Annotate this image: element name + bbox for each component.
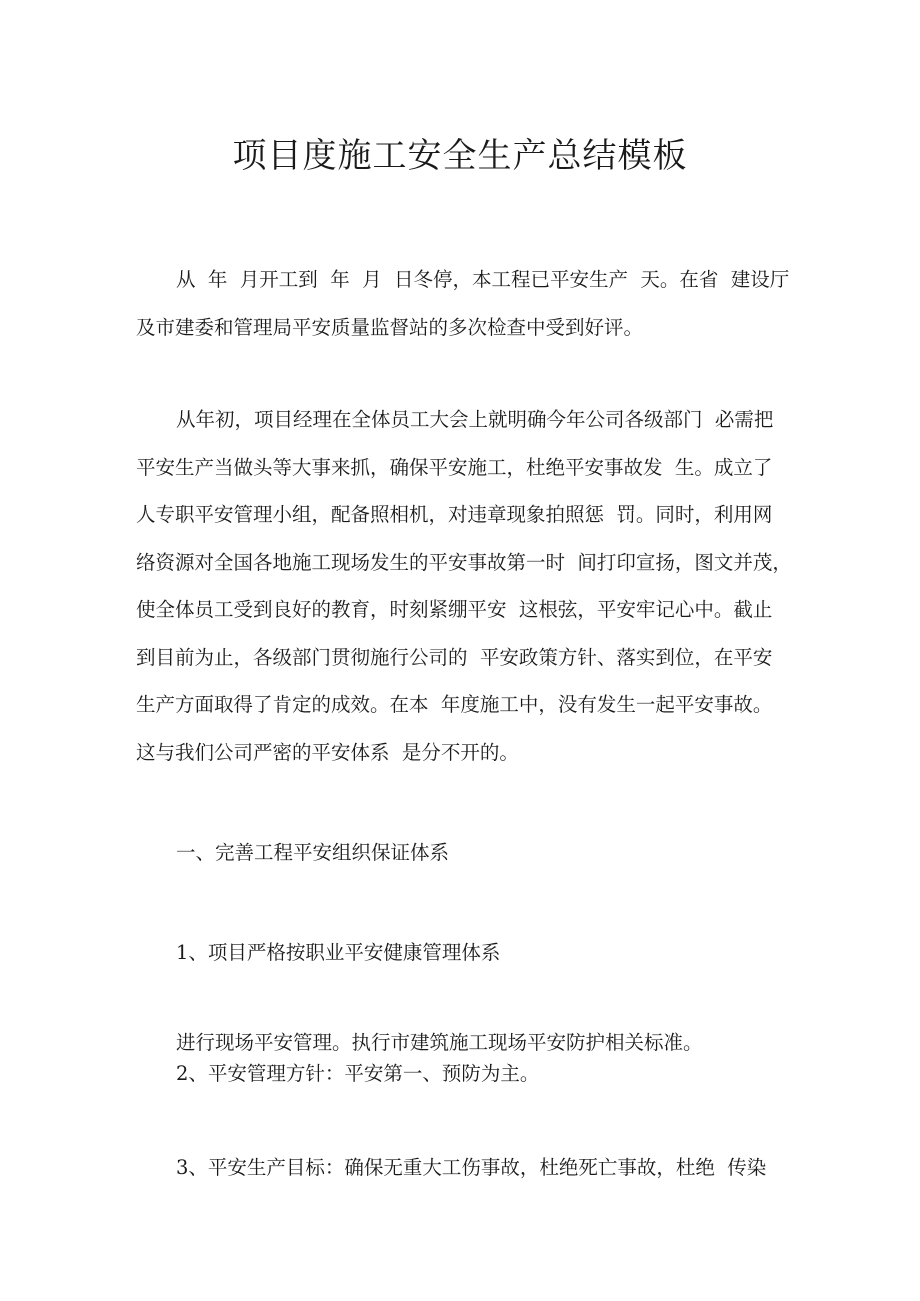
document-title: 项目度施工安全生产总结模板 [232, 136, 688, 176]
paragraph-line: 到目前为止，各级部门贯彻施行公司的 平安政策方针、落实到位，在平安 [136, 645, 773, 669]
paragraph-line: 人专职平安管理小组，配备照相机，对违章现象拍照惩 罚。同时，利用网 [136, 503, 773, 526]
paragraph-line: 使全体员工受到良好的教育，时刻紧绷平安 这根弦，平安牢记心中。截止 [136, 598, 773, 621]
paragraph-line: 生产方面取得了肯定的成效。在本 年度施工中，没有发生一起平安事故。 [136, 693, 773, 716]
paragraph-2 [136, 396, 796, 776]
list-item-1-continuation: 进行现场平安管理。执行市建筑施工现场平安防护相关标准。 [176, 1031, 703, 1054]
list-item-1: 1、项目严格按职业平安健康管理体系 [176, 941, 501, 964]
paragraph-line: 络资源对全国各地施工现场发生的平安事故第一时 间打印宣扬，图文并茂， [136, 550, 792, 574]
section-heading-1: 一、完善工程平安组织保证体系 [176, 841, 450, 864]
list-item-3: 3、平安生产目标：确保无重大工伤事故，杜绝死亡事故，杜绝 传染 [176, 1156, 767, 1179]
paragraph-line: 这与我们公司严密的平安体系 是分不开的。 [136, 740, 519, 764]
paragraph-1 [136, 256, 796, 351]
list-item-2: 2、平安管理方针：平安第一、预防为主。 [176, 1062, 540, 1085]
paragraph-line: 从年初，项目经理在全体员工大会上就明确今年公司各级部门 必需把 [176, 408, 774, 431]
paragraph-line: 从 年 月开工到 年 月 日冬停，本工程已平安生产 天。在省 建设厅 [176, 268, 790, 291]
paragraph-line: 平安生产当做头等大事来抓，确保平安施工，杜绝平安事故发 生。成立了 [136, 455, 773, 479]
paragraph-line: 及市建委和管理局平安质量监督站的多次检查中受到好评。 [136, 315, 644, 339]
